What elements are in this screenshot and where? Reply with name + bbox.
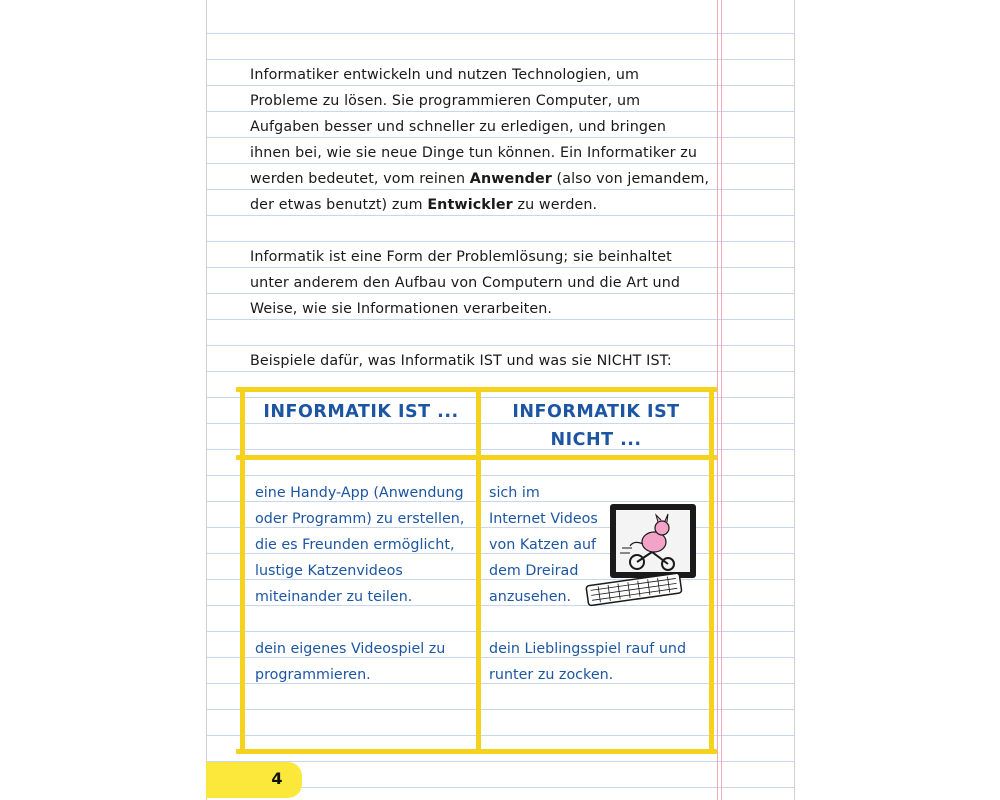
table-left-border [240,387,245,754]
table-right-border [709,387,714,754]
intro-text-a: Informatiker entwickeln und nutzen Technologien, um Probleme zu lösen. Sie programmieren Computer, um Aufgaben besser und schneller zu erledigen, und bringen ihnen bei, wie sie neue Dinge tun können. Ein Informatiker zu werden bedeutet, vom reinen [250,67,697,187]
heading-right-line2: NICHT ... [550,430,642,450]
left-column-content [255,480,473,688]
term-anwender: Anwender [469,171,552,187]
margin-line [717,0,718,800]
paragraph-examples-intro: Beispiele dafür, was Informatik IST und was sie NICHT IST: [250,353,672,369]
intro-text-b: (also von jemandem, der etwas benutzt) zum [250,171,710,213]
table-center-divider [476,387,481,754]
computer-cat-illustration [582,500,700,620]
paragraph-problem-solving: Informatik ist eine Form der Problemlösung; sie beinhaltet unter anderem den Aufbau von Computern und die Art und Weise, wie sie Informationen verarbeiten. [250,249,681,317]
intro-paragraph [250,62,710,218]
heading-informatik-ist: INFORMATIK IST ... [263,402,459,422]
right-item-gaming: dein Lieblingsspiel rauf und runter zu zocken. [489,641,687,683]
heading-right-line1: INFORMATIK IST [512,402,680,422]
margin-line-second [721,0,722,800]
left-item-videogame: dein eigenes Videospiel zu programmieren. [255,641,446,683]
right-item-videos: sich im Internet Videos von Katzen auf dem Dreirad anzusehen. [489,485,598,605]
left-item-app: eine Handy-App (Anwendung oder Programm) zu erstellen, die es Freunden ermöglicht, lustige Katzenvideos miteinander zu teilen. [255,485,465,605]
cat-head [655,521,669,535]
term-entwickler: Entwickler [427,197,513,213]
intro-text-c: zu werden. [512,197,598,213]
heading-informatik-ist-nicht [485,398,707,454]
page-number: 4 [271,769,283,788]
